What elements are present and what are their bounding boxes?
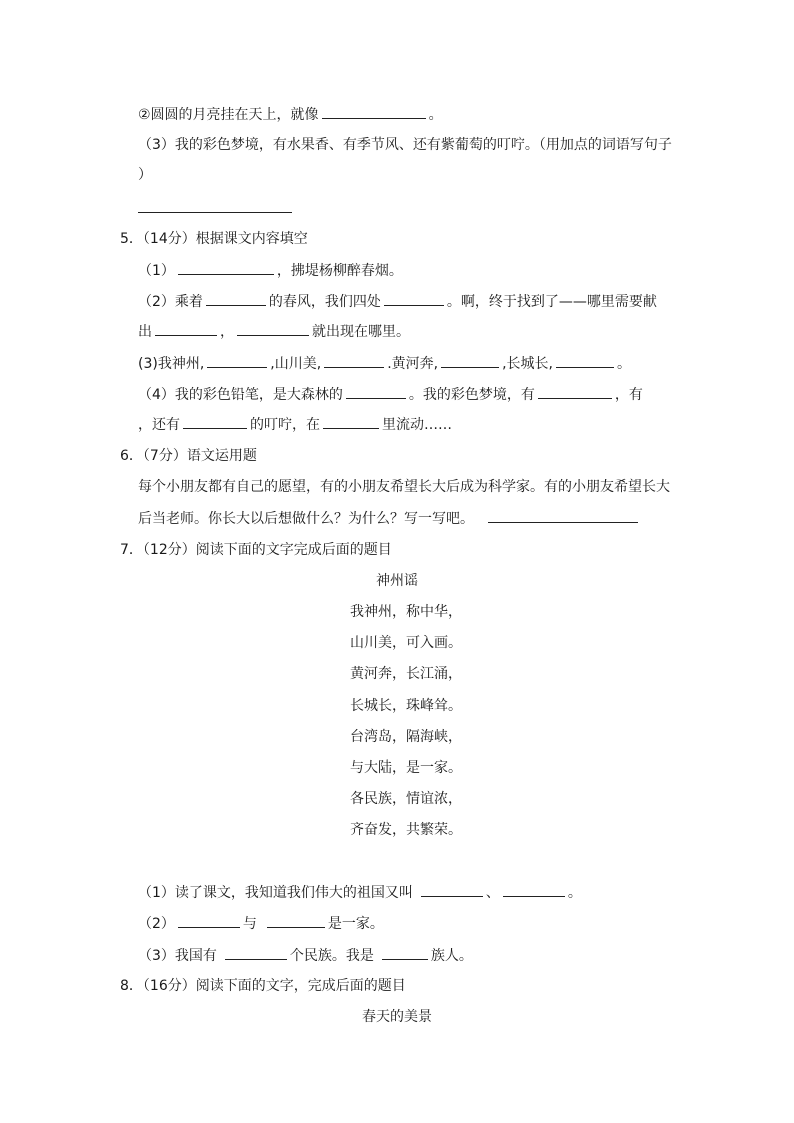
q5-title: 5．（14分）根据课文内容填空 <box>120 231 308 247</box>
answer-blank[interactable] <box>421 882 483 897</box>
q5-item-4: （4）我的彩色铅笔，是大森林的 。我的彩色梦境，有 ，有 <box>138 384 643 404</box>
poem-line: 齐奋发，共繁荣。 <box>350 822 462 838</box>
line-q3-close: ） <box>138 167 152 183</box>
answer-blank[interactable] <box>178 260 274 275</box>
answer-blank[interactable] <box>206 291 266 306</box>
answer-blank[interactable] <box>183 414 247 429</box>
q5-item-3: (3)我神州, ,山川美, .黄河奔, ,长城长, 。 <box>138 353 631 373</box>
q7-item-1: （1）读了课文，我知道我们伟大的祖国又叫 、 。 <box>138 882 582 902</box>
poem-title: 神州谣 <box>376 573 418 589</box>
answer-blank[interactable] <box>138 198 292 213</box>
answer-blank[interactable] <box>225 945 287 960</box>
poem-line: 黄河奔，长江涌， <box>350 666 462 682</box>
answer-blank[interactable] <box>323 414 379 429</box>
q5-item-4-cont: ，还有 的叮咛，在 里流动…… <box>138 414 452 434</box>
poem-line: 我神州，称中华， <box>350 604 462 620</box>
q6-paragraph-1: 每个小朋友都有自己的愿望，有的小朋友希望长大后成为科学家。有的小朋友希望长大 <box>138 479 670 495</box>
line-q3-answer <box>138 198 292 218</box>
q5-item-2: （2）乘着 的春风，我们四处 。啊，终于找到了——哪里需要献 <box>138 291 657 311</box>
answer-blank[interactable] <box>237 321 309 336</box>
answer-blank[interactable] <box>267 913 325 928</box>
q5-item-2-cont: 出 ， 就出现在哪里。 <box>138 321 410 341</box>
answer-blank[interactable] <box>155 321 217 336</box>
poem-line: 台湾岛，隔海峡， <box>350 729 462 745</box>
answer-blank[interactable] <box>503 882 565 897</box>
line-q3-prompt: （3）我的彩色梦境，有水果香、有季节风、还有紫葡萄的叮咛。（用加点的词语写句子 <box>138 137 672 153</box>
q6-title: 6．（7分）语文运用题 <box>120 448 257 464</box>
q7-item-2: （2） 与 是一家。 <box>138 913 384 933</box>
answer-blank[interactable] <box>324 353 384 368</box>
poem-line: 山川美，可入画。 <box>350 635 462 651</box>
q8-passage-title: 春天的美景 <box>362 1009 432 1025</box>
q7-title: 7．（12分）阅读下面的文字完成后面的题目 <box>120 542 392 558</box>
answer-blank[interactable] <box>178 913 240 928</box>
answer-blank[interactable] <box>207 353 267 368</box>
q6-paragraph-2: 后当老师。你长大以后想做什么？为什么？写一写吧。 <box>138 508 641 528</box>
q7-item-3: （3）我国有 个民族。我是 族人。 <box>138 945 473 965</box>
answer-blank[interactable] <box>556 353 614 368</box>
answer-blank[interactable] <box>346 384 406 399</box>
answer-blank[interactable] <box>322 104 426 119</box>
poem-line: 与大陆，是一家。 <box>350 760 462 776</box>
poem-line: 长城长，珠峰耸。 <box>350 698 462 714</box>
poem-line: 各民族，情谊浓， <box>350 791 462 807</box>
answer-blank[interactable] <box>488 508 638 523</box>
answer-blank[interactable] <box>382 945 428 960</box>
answer-blank[interactable] <box>384 291 444 306</box>
answer-blank[interactable] <box>538 384 612 399</box>
q8-title: 8．（16分）阅读下面的文字，完成后面的题目 <box>120 978 406 994</box>
q5-item-1: （1） ，拂堤杨柳醉春烟。 <box>138 260 403 280</box>
line-moon-simile: ②圆圆的月亮挂在天上，就像 。 <box>138 104 443 124</box>
answer-blank[interactable] <box>441 353 499 368</box>
